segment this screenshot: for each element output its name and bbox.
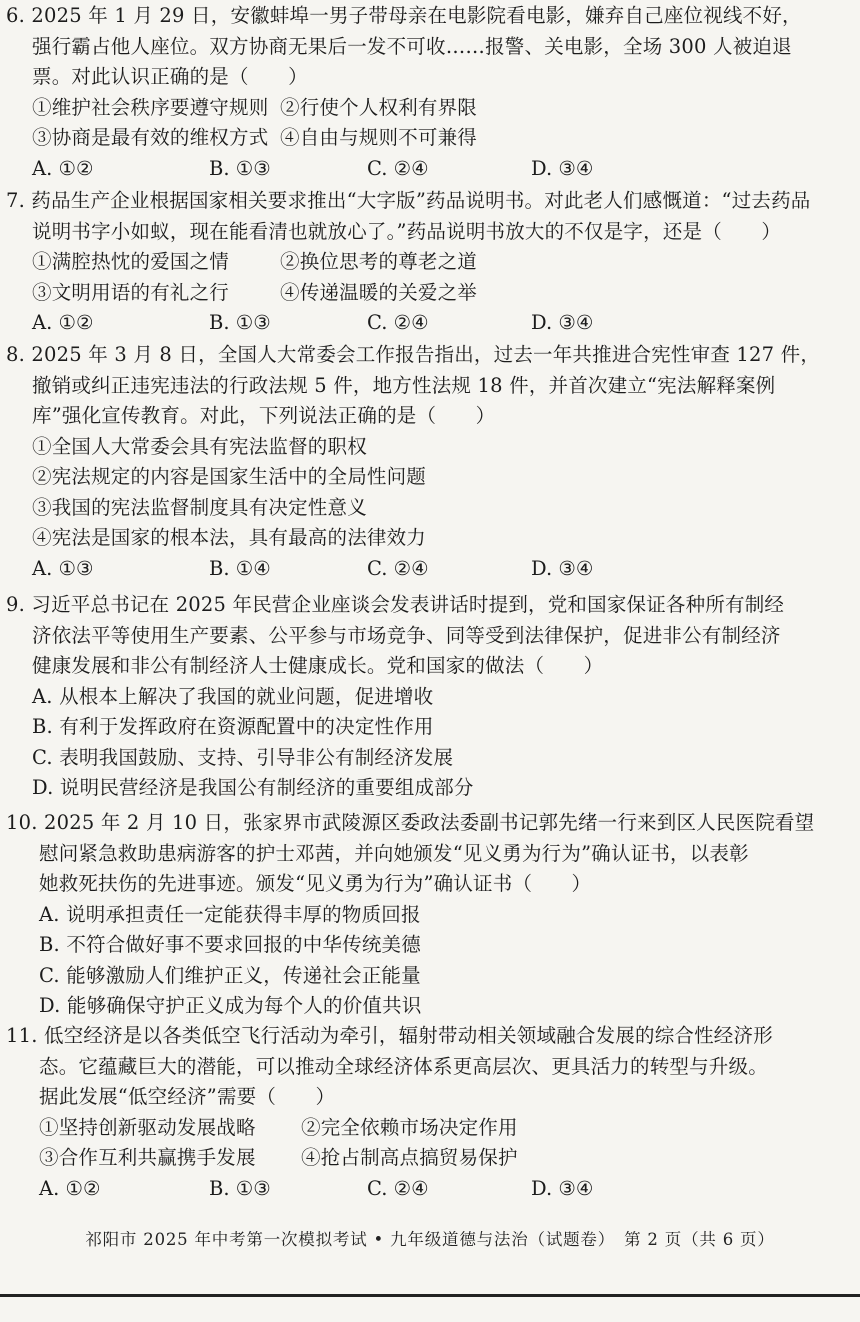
question-11-stem-line-3: 据此发展“低空经济”需要（ ）: [39, 1085, 336, 1108]
option-b: B. ①③: [209, 156, 271, 180]
question-10-stem-line-3: 她救死扶伤的先进事迹。颁发“见义勇为行为”确认证书（ ）: [39, 872, 592, 895]
question-10-choice-d: D. 能够确保守护正义成为每个人的价值共识: [39, 994, 422, 1017]
question-7-statement-row-1: [6, 247, 806, 278]
option-d: D. ③④: [531, 1176, 594, 1200]
question-9-stem-line-2: 济依法平等使用生产要素、公平参与市场竞争、同等受到法律保护，促进非公有制经济: [32, 623, 781, 647]
question-11-statement-3: ③合作互利共赢携手发展: [39, 1146, 256, 1169]
question-8-options: [6, 554, 806, 585]
question-7-statement-3: ③文明用语的有礼之行: [32, 280, 230, 304]
question-9-stem-line-1: 9. 习近平总书记在 2025 年民营企业座谈会发表讲话时提到，党和国家保证各种所有制经: [6, 593, 785, 616]
question-6-statement-3: ③协商是最有效的维权方式: [32, 126, 269, 149]
question-8-statement-1: ①全国人大常委会具有宪法监督的职权: [32, 434, 367, 458]
option-a: A. ①②: [32, 311, 94, 334]
bottom-divider: [0, 1294, 860, 1297]
option-d: D. ③④: [531, 311, 594, 334]
question-11-options: [6, 1174, 806, 1205]
question-9-choice-b: B. 有利于发挥政府在资源配置中的决定性作用: [32, 715, 434, 738]
page-footer: 祁阳市 2025 年中考第一次模拟考试 • 九年级道德与法治（试题卷） 第 2 页（共 6 页）: [85, 1230, 775, 1249]
question-9-choice-d: D. 说明民营经济是我国公有制经济的重要组成部分: [32, 776, 474, 799]
question-6-statement-row-2: [6, 123, 806, 154]
question-7-statement-1: ①满腔热忱的爱国之情: [32, 250, 230, 273]
question-11-stem-line-2: 态。它蕴藏巨大的潜能，可以推动全球经济体系更高层次、更具活力的转型与升级。: [39, 1054, 768, 1078]
question-6-statement-4: ④自由与规则不可兼得: [280, 126, 478, 149]
question-6-stem-line-1: 6. 2025 年 1 月 29 日，安徽蚌埠一男子带母亲在电影院看电影，嫌弃自己座位视线不好，: [6, 4, 802, 27]
question-8-statement-3: ③我国的宪法监督制度具有决定性意义: [32, 495, 367, 519]
question-8-statement-2: ②宪法规定的内容是国家生活中的全局性问题: [32, 465, 427, 488]
question-6-stem-line-3: 票。对此认识正确的是（ ）: [32, 65, 308, 88]
option-a: A. ①②: [32, 156, 94, 180]
question-10-stem-line-1: 10. 2025 年 2 月 10 日，张家界市武陵源区委政法委副书记郭先绪一行来到区人民医院看望: [6, 811, 815, 834]
question-10-choice-a: A. 说明承担责任一定能获得丰厚的物质回报: [39, 902, 421, 926]
question-8-statement-4: ④宪法是国家的根本法，具有最高的法律效力: [32, 526, 427, 549]
question-11-stem-line-1: 11. 低空经济是以各类低空飞行活动为牵引，辐射带动相关领域融合发展的综合性经济形: [6, 1024, 773, 1047]
question-7-stem-line-1: 7. 药品生产企业根据国家相关要求推出“大字版”药品说明书。对此老人们感慨道：“过去药品: [6, 189, 811, 212]
option-d: D. ③④: [531, 156, 594, 180]
option-d: D. ③④: [531, 556, 594, 580]
question-9: [6, 590, 806, 804]
question-6-stem-line-2: 强行霸占他人座位。双方协商无果后一发不可收……报警、关电影，全场 300 人被迫退: [32, 34, 792, 58]
question-7-options: [6, 308, 806, 339]
option-c: C. ②④: [367, 156, 429, 180]
question-7-statement-4: ④传递温暖的关爱之举: [280, 280, 478, 304]
question-8: [6, 340, 821, 584]
question-6-statement-2: ②行使个人权利有界限: [280, 95, 478, 119]
option-b: B. ①④: [209, 556, 271, 580]
question-11-statement-2: ②完全依赖市场决定作用: [301, 1115, 518, 1139]
question-11-statement-row-1: [6, 1113, 806, 1144]
question-6: [6, 1, 806, 184]
question-10-stem-line-2: 慰问紧急救助患病游客的护士邓茜，并向她颁发“见义勇为行为”确认证书，以表彰: [39, 841, 749, 865]
option-a: A. ①②: [39, 1176, 101, 1200]
question-11: [6, 1021, 806, 1204]
question-7-statement-2: ②换位思考的尊老之道: [280, 250, 478, 273]
option-c: C. ②④: [367, 556, 429, 580]
question-6-statement-row-1: [6, 93, 806, 124]
question-11-statement-4: ④抢占制高点搞贸易保护: [301, 1146, 518, 1169]
question-10-choice-c: C. 能够激励人们维护正义，传递社会正能量: [39, 963, 421, 987]
question-6-statement-1: ①维护社会秩序要遵守规则: [32, 95, 269, 119]
question-9-stem-line-3: 健康发展和非公有制经济人士健康成长。党和国家的做法（ ）: [32, 654, 604, 677]
question-8-stem-line-3: 库”强化宣传教育。对此，下列说法正确的是（ ）: [32, 404, 496, 427]
question-11-statement-row-2: [6, 1143, 806, 1174]
question-7-statement-row-2: [6, 278, 806, 309]
question-7-stem-line-2: 说明书字小如蚁，现在能看清也就放心了。”药品说明书放大的不仅是字，还是（ ）: [32, 219, 782, 243]
question-11-statement-1: ①坚持创新驱动发展战略: [39, 1115, 256, 1139]
question-7: [6, 186, 811, 339]
question-6-options: [6, 154, 806, 185]
question-9-choice-c: C. 表明我国鼓励、支持、引导非公有制经济发展: [32, 745, 454, 769]
question-8-stem-line-2: 撤销或纠正违宪违法的行政法规 5 件，地方性法规 18 件，并首次建立“宪法解释案例: [32, 373, 776, 397]
option-b: B. ①③: [209, 1176, 271, 1200]
question-10-choice-b: B. 不符合做好事不要求回报的中华传统美德: [39, 933, 421, 956]
option-c: C. ②④: [367, 1176, 429, 1200]
option-a: A. ①③: [32, 556, 94, 580]
question-9-choice-a: A. 从根本上解决了我国的就业问题，促进增收: [32, 684, 434, 708]
option-b: B. ①③: [209, 311, 271, 334]
question-10: [6, 808, 815, 1022]
question-8-stem-line-1: 8. 2025 年 3 月 8 日，全国人大常委会工作报告指出，过去一年共推进合宪性审查 127 件，: [6, 343, 821, 366]
option-c: C. ②④: [367, 311, 429, 334]
